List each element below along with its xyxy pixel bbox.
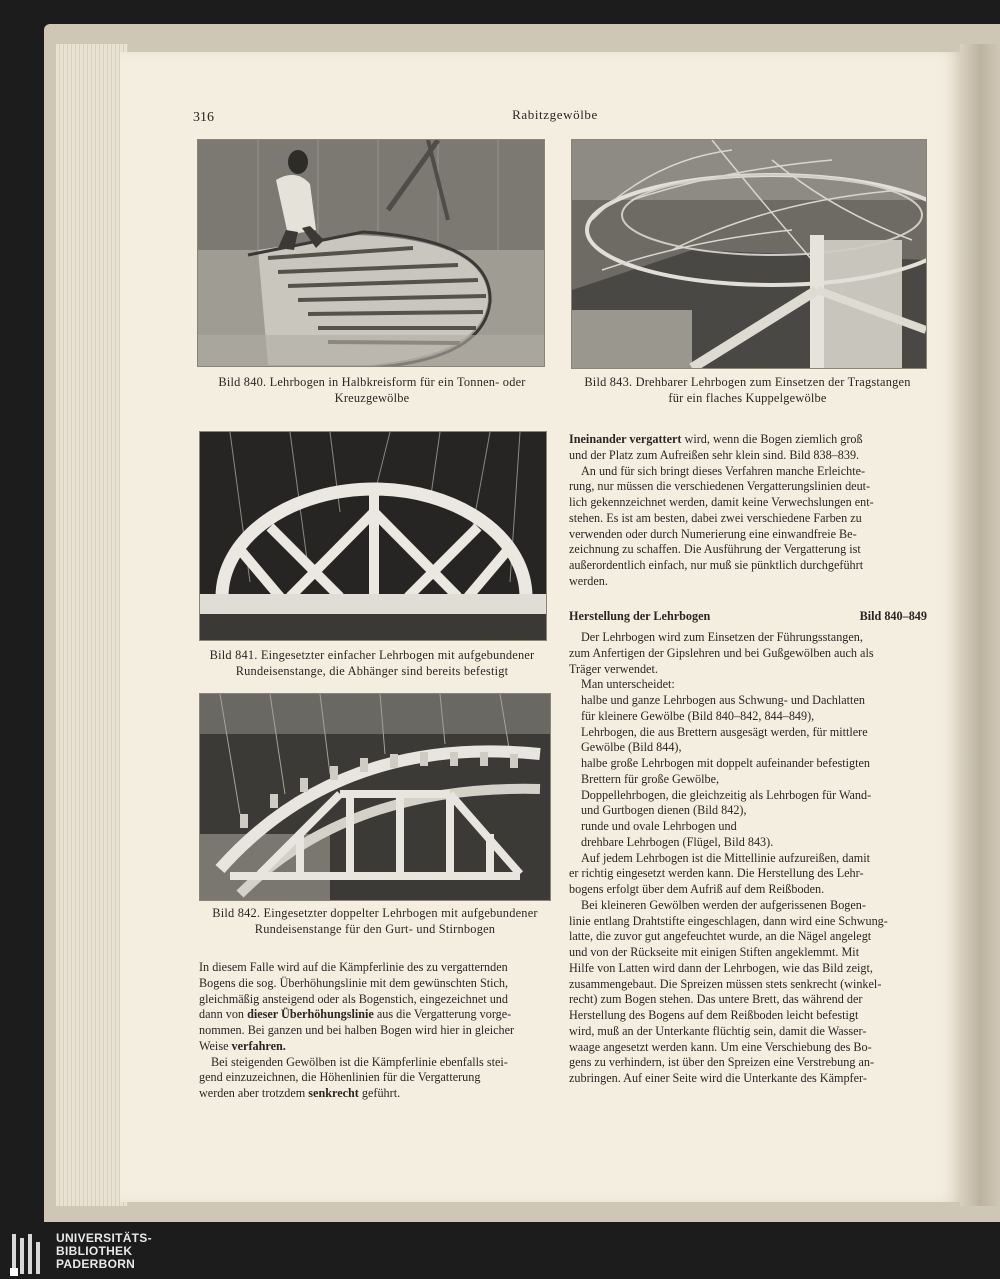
text-line: Bogens die sog. Überhöhungslinie mit dem gewünschten Stich, [199,975,509,990]
text-line: er richtig eingesetzt werden kann. Die Herstellung des Lehr- [569,866,864,881]
emphasis: senkrecht [308,1086,359,1100]
emphasis: Ineinander vergattert [569,432,682,446]
right-column-text-1 [569,432,929,590]
figure-842-photo [199,693,551,901]
text-line: nommen. Bei ganzen und bei halben Bogen wird hier in gleicher [199,1023,515,1037]
text-line: lich gekennzeichnet werden, damit keine Verwechslungen ent- [569,495,874,509]
text-line: In diesem Falle wird auf die Kämpferlinie des zu vergatternden [199,960,508,974]
text-line: außerordentlich einfach, nur muß sie pünktlich durchgeführt [569,558,864,572]
section-figure-ref: Bild 840–849 [859,609,927,623]
text-line: wird, muß an der Unterkante flüchtig sein, damit die Wasser- [569,1023,867,1038]
list-item: halbe große Lehrbogen mit doppelt aufeinander befestigten [581,756,871,770]
left-column-text [199,960,555,1102]
caption-line: Bild 842. Eingesetzter doppelter Lehrbogen mit aufgebundener [212,906,538,920]
library-name-line: BIBLIOTHEK [56,1244,133,1258]
figure-841-caption [195,647,549,679]
text-line: gleichmäßig ansteigend oder als Bogenstich, eingezeichnet und [199,991,508,1006]
text-line: zusammengebaut. Die Spreizen müssen stets senkrecht (winkel- [569,976,882,991]
text-line: rung, nur müssen die verschiedenen Vergatterungslinien deut- [569,479,871,494]
text-line: stehen. Es ist am besten, dabei zwei verschiedene Farben zu [569,510,862,525]
section-heading [569,609,927,624]
library-name-line: PADERBORN [56,1257,136,1271]
caption-line: Bild 841. Eingesetzter einfacher Lehrbogen mit aufgebundener [209,648,535,662]
text-line: zum Anfertigen der Gipslehren und bei Gußgewölben auch als [569,645,874,660]
text-line: Weise verfahren. [199,1038,286,1053]
emphasis: verfahren. [231,1038,286,1053]
text-line: Bei kleineren Gewölben werden der aufgerissenen Bogen- [581,897,866,912]
caption-line: Kreuzgewölbe [334,391,410,405]
text-line: Man unterscheidet: [581,677,675,692]
text-line: An und für sich bringt dieses Verfahren manche Erleichte- [581,463,866,478]
text-line: gend einzuzeichnen, die Höhenlinien für die Vergatterung [199,1070,481,1085]
text-line: zubringen. Auf einer Seite wird die Unterkante des Kämpfer- [569,1071,867,1085]
figure-840-photo [197,139,545,367]
caption-line: Bild 843. Drehbarer Lehrbogen zum Einsetzen der Tragstangen [584,375,911,389]
text-line: recht) zum Bogen stehen. Das untere Brett, das während der [569,992,863,1007]
section-title: Herstellung der Lehrbogen [569,609,711,623]
right-column-text-2 [569,630,929,1087]
emphasis: dieser Überhöhungslinie [247,1007,374,1022]
list-item: Doppellehrbogen, die gleichzeitig als Lehrbogen für Wand- [581,787,872,802]
text-line: werden aber trotzdem senkrecht geführt. [199,1086,401,1100]
text-line: und der Platz zum Aufreißen sehr klein sind. Bild 838–839. [569,447,860,462]
list-item: Brettern für große Gewölbe, [581,771,720,786]
text-line: verwenden oder durch Numerierung eine einwandfreie Be- [569,526,857,541]
text-line: waage angesetzt werden kann. Um eine Verschiebung des Bo- [569,1039,872,1054]
text-line: Ineinander vergattert wird, wenn die Bogen ziemlich groß [569,432,863,446]
library-name [56,1232,152,1271]
text-line: zeichnung zu schaffen. Die Ausführung der Vergatterung ist [569,542,861,557]
page-number: 316 [193,110,214,125]
text-line: bogens erfolgt über dem Aufriß auf dem Reißboden. [569,882,825,896]
text-line: Bei steigenden Gewölben ist die Kämpferlinie ebenfalls stei- [211,1054,508,1069]
list-item: Gewölbe (Bild 844), [581,740,682,755]
text-line: Träger verwendet. [569,661,658,676]
library-logo-icon [10,1232,48,1276]
text-line: gens zu verhindern, ist über den Spreizen eine Verstrebung an- [569,1055,875,1070]
text-line: dann von dieser Überhöhungslinie aus die Vergatterung vorge- [199,1007,512,1022]
figure-843-photo [571,139,927,369]
text-line: Auf jedem Lehrbogen ist die Mittellinie aufzureißen, damit [581,850,871,865]
caption-line: Rundeisenstange für den Gurt- und Stirnbogen [254,922,496,936]
list-item: Lehrbogen, die aus Brettern ausgesägt werden, für mittlere [581,724,868,739]
text-line: linie entlang Drahtstifte eingeschlagen, dann wird eine Schwung- [569,913,888,928]
figure-840-caption [193,374,551,406]
book-gutter [960,44,1000,1206]
list-item: für kleinere Gewölbe (Bild 840–842, 844–849), [581,708,815,723]
caption-line: Rundeisenstange, die Abhänger sind bereits befestigt [235,664,509,678]
library-name-line: UNIVERSITÄTS- [56,1231,152,1245]
figure-841-photo [199,431,547,641]
page-edges [56,44,128,1206]
list-item: drehbare Lehrbogen (Flügel, Bild 843). [581,834,774,849]
list-item: und Gurtbogen dienen (Bild 842), [581,803,747,818]
caption-line: Bild 840. Lehrbogen in Halbkreisform für ein Tonnen- oder [218,375,526,389]
text-line: Herstellung des Bogens auf dem Reißboden leicht befestigt [569,1008,859,1022]
list-item: halbe und ganze Lehrbogen aus Schwung- und Dachlatten [581,693,865,707]
list-item: runde und ovale Lehrbogen und [581,819,737,833]
text-line: latte, die zuvor gut angefeuchtet wurde, an die Nägel angelegt [569,929,872,944]
caption-line: für ein flaches Kuppelgewölbe [668,391,827,405]
text-line: Der Lehrbogen wird zum Einsetzen der Führungsstangen, [581,630,863,644]
figure-842-caption [195,905,555,937]
text-line: werden. [569,573,608,588]
figure-843-caption [565,374,930,406]
text-line: Hilfe von Latten wird dann der Lehrbogen, wie das Bild zeigt, [569,960,873,975]
text-line: und von der Rückseite mit einigen Stiften angeklemmt. Mit [569,945,860,959]
running-head: Rabitzgewölbe [512,107,598,122]
